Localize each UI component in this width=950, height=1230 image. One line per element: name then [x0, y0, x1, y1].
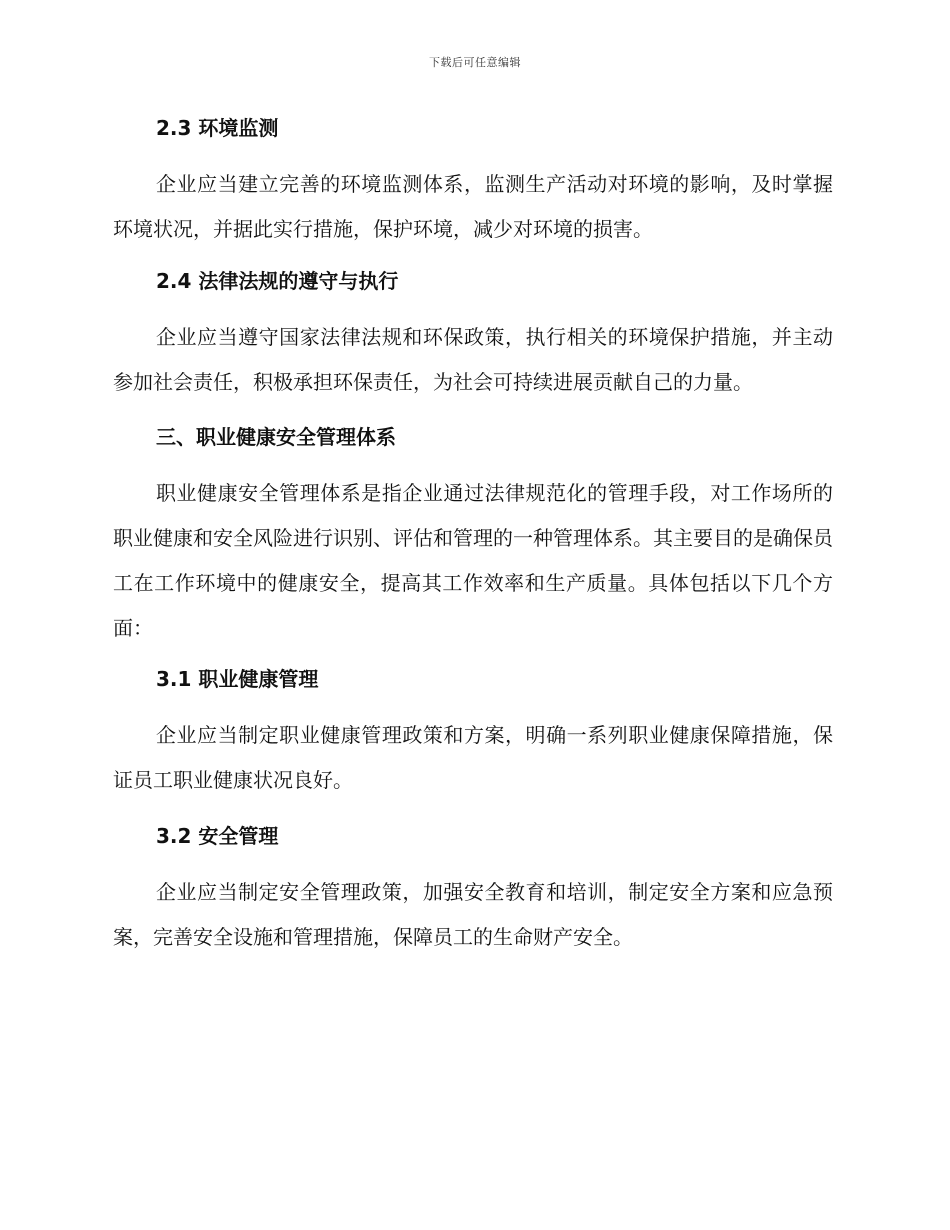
- document-body: [113, 108, 833, 960]
- section-heading-2-4: 2.4 法律法规的遵守与执行: [156, 269, 399, 293]
- section-heading-2-3: 2.3 环境监测: [156, 116, 279, 140]
- section-heading-3-1: 3.1 职业健康管理: [156, 667, 319, 691]
- section-heading-3: 三、职业健康安全管理体系: [156, 425, 396, 449]
- section-paragraph-2-3: 企业应当建立完善的环境监测体系，监测生产活动对环境的影响，及时掌握环境状况，并据此实行措施，保护环境，减少对环境的损害。: [113, 172, 833, 241]
- section-paragraph-2-4: 企业应当遵守国家法律法规和环保政策，执行相关的环境保护措施，并主动参加社会责任，积极承担环保责任，为社会可持续进展贡献自己的力量。: [113, 325, 833, 394]
- page-header-note: 下载后可任意编辑: [429, 56, 521, 69]
- section-paragraph-3-1: 企业应当制定职业健康管理政策和方案，明确一系列职业健康保障措施，保证员工职业健康状况良好。: [113, 723, 833, 792]
- section-paragraph-3-2: 企业应当制定安全管理政策，加强安全教育和培训，制定安全方案和应急预案，完善安全设施和管理措施，保障员工的生命财产安全。: [113, 880, 833, 949]
- section-heading-3-2: 3.2 安全管理: [156, 824, 279, 848]
- section-paragraph-3: 职业健康安全管理体系是指企业通过法律规范化的管理手段，对工作场所的职业健康和安全风险进行识别、评估和管理的一种管理体系。其主要目的是确保员工在工作环境中的健康安全，提高其工作效率和生产质量。具体包括以下几个方面：: [113, 481, 833, 640]
